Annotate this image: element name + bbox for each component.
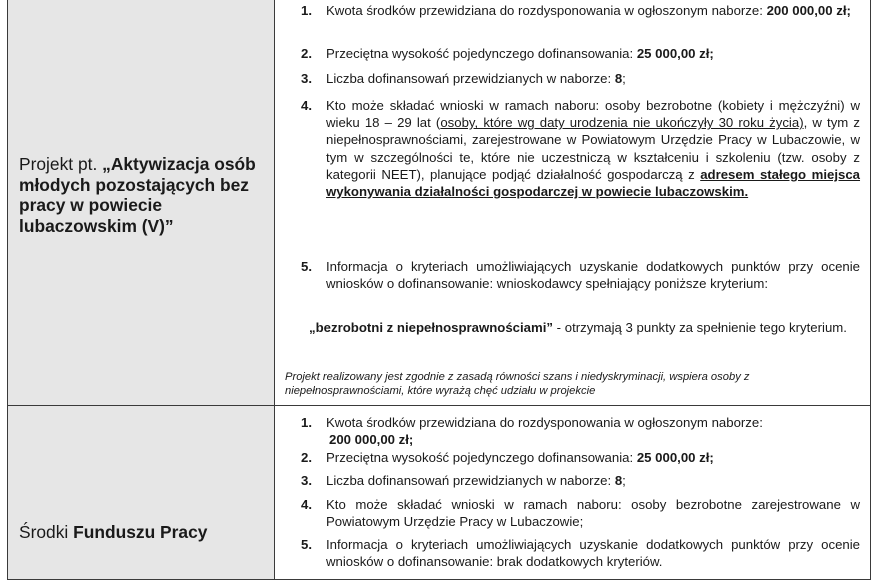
item-text-plain: Przeciętna wysokość pojedynczego dofinansowania:	[326, 46, 637, 61]
item-text	[326, 71, 860, 88]
item-text-plain: Kwota środków przewidziana do rozdysponowania w ogłoszonym naborze:	[326, 415, 763, 430]
funding-table	[7, 0, 871, 580]
item-number: 2.	[301, 46, 312, 61]
item-number: 2.	[301, 450, 312, 465]
item-amount: 200 000,00 zł;	[766, 3, 851, 18]
item-text: Informacja o kryteriach umożliwiających uzyskanie dodatkowych punktów przy ocenie wniosków o dofinansowanie: brak dodatkowych kryteriów.	[326, 537, 860, 569]
item-text	[326, 473, 860, 490]
item-text	[326, 415, 860, 448]
item-text	[326, 450, 860, 467]
item-text	[326, 97, 860, 200]
item-count: 8	[614, 71, 623, 86]
item-number: 3.	[301, 473, 312, 488]
criterion-name: „bezrobotni z niepełnosprawnościami”	[309, 320, 554, 335]
project-label-cell	[8, 0, 275, 405]
item-text	[326, 46, 860, 63]
item-text-plain: Liczba dofinansowań przewidzianych w naborze:	[326, 473, 615, 488]
item-amount: 25 000,00 zł;	[636, 46, 714, 61]
item-text-plain: Kwota środków przewidziana do rozdysponowania w ogłoszonym naborze:	[326, 3, 767, 18]
item-number: 5.	[301, 259, 312, 274]
item-amount: 200 000,00 zł;	[329, 431, 414, 447]
item-amount: 25 000,00 zł;	[636, 450, 714, 465]
item-text-plain: Kto może składać wnioski w ramach naboru: osoby bezrobotne (kobiety i mężczyźni) w wieku 18 – 29 lat (	[326, 98, 860, 131]
item-text	[326, 3, 860, 20]
item-text: Kto może składać wnioski w ramach naboru: osoby bezrobotne zarejestrowane w Powiatowym Urzędzie Pracy w Lubaczowie;	[326, 497, 860, 529]
item-text-underlined: osoby, które wg daty urodzenia nie ukończyły 30 roku życia)	[440, 115, 804, 131]
fund-details-cell	[275, 406, 870, 579]
item-text-plain: , w tym z niepełnosprawnościami, zarejestrowane w Powiatowym Urzędzie Pracy w Lubaczowie, w tym w szczególności te, które nie uczestniczą w kształceniu i szkoleniu (tzw. osoby z kategorii NEET), planujące podjąć działalność gospodarczą z	[326, 115, 860, 182]
criterion-text	[309, 320, 860, 337]
table-row-labour-fund	[8, 406, 870, 579]
item-text: Informacja o kryteriach umożliwiających uzyskanie dodatkowych punktów przy ocenie wniosków o dofinansowanie: wnioskodawcy spełniający poniższe kryterium:	[326, 259, 860, 291]
item-text-suffix: ;	[622, 71, 626, 86]
table-row-project	[8, 0, 870, 406]
fund-title	[19, 522, 207, 543]
fund-label-cell	[8, 406, 275, 579]
fund-title-prefix: Środki	[19, 522, 74, 542]
project-details-cell	[275, 0, 870, 405]
item-number: 1.	[301, 3, 312, 18]
item-number: 4.	[301, 98, 312, 113]
fund-title-bold: Funduszu Pracy	[73, 522, 208, 542]
project-title-prefix: Projekt pt.	[19, 154, 103, 174]
project-title-bold: „Aktywizacja osób młodych pozostających bez pracy w powiecie lubaczowskim (V)”	[19, 154, 256, 236]
item-text-suffix: ;	[622, 473, 626, 488]
item-text-plain: Liczba dofinansowań przewidzianych w naborze:	[326, 71, 615, 86]
item-number: 4.	[301, 497, 312, 512]
item-number: 5.	[301, 537, 312, 552]
project-title	[19, 154, 269, 236]
equality-note: Projekt realizowany jest zgodnie z zasadą równości szans i niedyskryminacji, wspiera osoby z niepełnosprawnościami, które wyrażą chęć udziału w projekcie	[285, 371, 750, 397]
item-text-plain: Przeciętna wysokość pojedynczego dofinansowania:	[326, 450, 637, 465]
item-number: 1.	[301, 415, 312, 430]
item-number: 3.	[301, 71, 312, 86]
item-count: 8	[614, 473, 623, 488]
item-text-bold-underlined: adresem stałego miejsca wykonywania działalności gospodarczej w powiecie lubaczowskim.	[326, 166, 861, 200]
criterion-description: - otrzymają 3 punkty za spełnienie tego kryterium.	[553, 320, 847, 335]
